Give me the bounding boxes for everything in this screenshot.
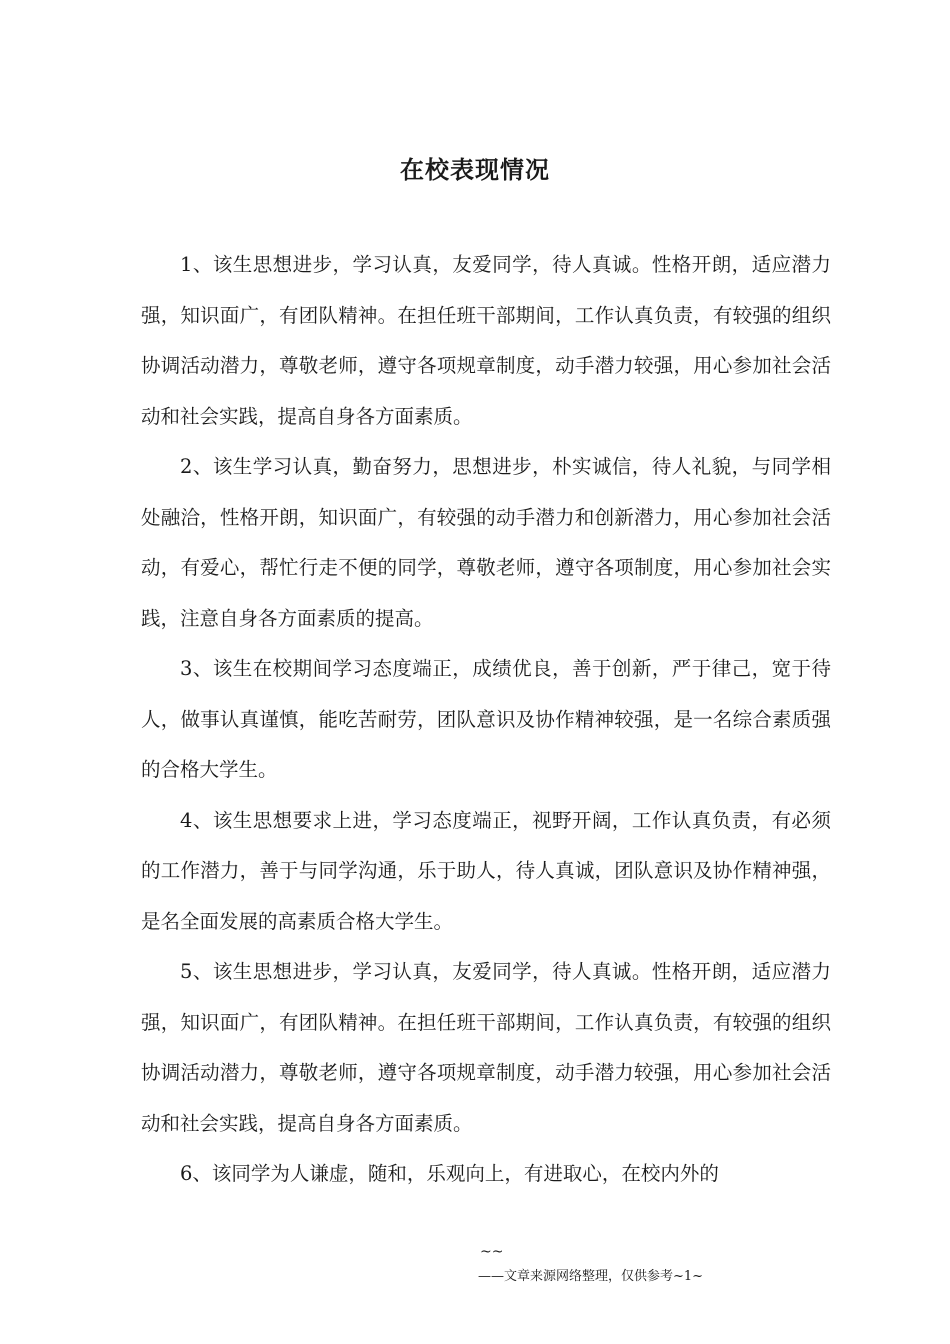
document-title: 在校表现情况 xyxy=(400,156,550,184)
paragraph-2: 2、该生学习认真，勤奋努力，思想进步，朴实诚信，待人礼貌，与同学相处融洽，性格开朗，知识面广，有较强的动手潜力和创新潜力，用心参加社会活动，有爱心，帮忙行走不便的同学，尊敬老师，遵守各项制度，用心参加社会实践，注意自身各方面素质的提高。 xyxy=(141,455,831,630)
document-body xyxy=(141,240,831,1200)
paragraph-3: 3、该生在校期间学习态度端正，成绩优良，善于创新，严于律己，宽于待人，做事认真谨慎，能吃苦耐劳，团队意识及协作精神较强，是一名综合素质强的合格大学生。 xyxy=(141,657,831,781)
footer-source-note: ——文章来源网络整理，仅供参考~1~ xyxy=(478,1269,704,1284)
paragraph-1: 1、该生思想进步，学习认真，友爱同学，待人真诚。性格开朗，适应潜力强，知识面广，有团队精神。在担任班干部期间，工作认真负责，有较强的组织协调活动潜力，尊敬老师，遵守各项规章制度，动手潜力较强，用心参加社会活动和社会实践，提高自身各方面素质。 xyxy=(141,253,831,428)
paragraph-4: 4、该生思想要求上进，学习态度端正，视野开阔，工作认真负责，有必须的工作潜力，善于与同学沟通，乐于助人，待人真诚，团队意识及协作精神强，是名全面发展的高素质合格大学生。 xyxy=(141,808,831,933)
paragraph-5: 5、该生思想进步，学习认真，友爱同学，待人真诚。性格开朗，适应潜力强，知识面广，有团队精神。在担任班干部期间，工作认真负责，有较强的组织协调活动潜力，尊敬老师，遵守各项规章制度，动手潜力较强，用心参加社会活动和社会实践，提高自身各方面素质。 xyxy=(141,960,831,1135)
paragraph-6: 6、该同学为人谦虚，随和，乐观向上，有进取心，在校内外的 xyxy=(180,1162,719,1185)
footer-mark: ~~ xyxy=(480,1244,504,1260)
